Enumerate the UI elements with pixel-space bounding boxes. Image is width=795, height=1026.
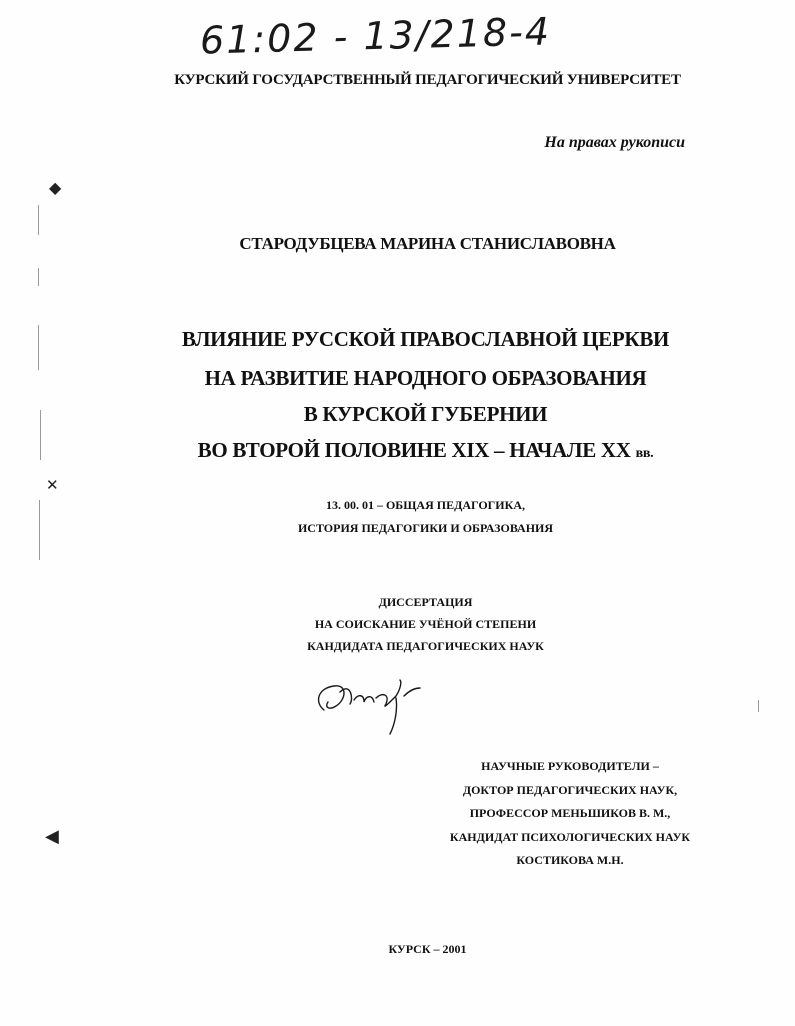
scan-artifact-icon: ✕ (46, 476, 59, 494)
university-name: КУРСКИЙ ГОСУДАРСТВЕННЫЙ ПЕДАГОГИЧЕСКИЙ УНИВЕРСИТЕТ (174, 72, 681, 88)
supervisor-line-3: КАНДИДАТ ПСИХОЛОГИЧЕСКИХ НАУК (449, 829, 691, 844)
scan-artifact-icon: ◆ (49, 178, 62, 197)
supervisor-line-4: КОСТИКОВА М.Н. (516, 853, 624, 867)
scan-artifact-line (38, 268, 39, 286)
supervisor-line-1: ДОКТОР ПЕДАГОГИЧЕСКИХ НАУК, (462, 782, 678, 797)
archive-code-handwritten: 61:02 - 13/218-4 (199, 9, 552, 63)
title-line-3: В КУРСКОЙ ГУБЕРНИИ (303, 402, 548, 426)
title-line-4-suffix: вв. (635, 446, 654, 461)
specialty-line-2: ИСТОРИЯ ПЕДАГОГИКИ И ОБРАЗОВАНИЯ (297, 521, 554, 535)
rights-note: На правах рукописи (544, 134, 685, 151)
title-line-1: ВЛИЯНИЕ РУССКОЙ ПРАВОСЛАВНОЙ ЦЕРКВИ (181, 327, 670, 351)
supervisors-heading: НАУЧНЫЕ РУКОВОДИТЕЛИ – (481, 759, 659, 773)
supervisors-block (440, 755, 700, 873)
author-name: СТАРОДУБЦЕВА МАРИНА СТАНИСЛАВОВНА (239, 234, 616, 253)
supervisor-line-2: ПРОФЕССОР МЕНЬШИКОВ В. М., (469, 806, 671, 820)
handwritten-signature-icon (310, 672, 450, 742)
scan-artifact-line (38, 205, 39, 235)
scan-artifact-line (758, 700, 759, 712)
title-line-2: НА РАЗВИТИЕ НАРОДНОГО ОБРАЗОВАНИЯ (204, 366, 647, 390)
dissertation-line-3: КАНДИДАТА ПЕДАГОГИЧЕСКИХ НАУК (307, 639, 544, 653)
city-year: КУРСК – 2001 (388, 942, 467, 956)
specialty-line-1: 13. 00. 01 – ОБЩАЯ ПЕДАГОГИКА, (325, 498, 526, 512)
dissertation-line-1: ДИССЕРТАЦИЯ (378, 595, 473, 609)
dissertation-line-2: НА СОИСКАНИЕ УЧЁНОЙ СТЕПЕНИ (314, 617, 537, 631)
title-line-4-main: ВО ВТОРОЙ ПОЛОВИНЕ XIX – НАЧАЛЕ XX (197, 438, 631, 462)
scan-artifact-icon: ◀ (45, 826, 59, 847)
title-line-4 (28, 438, 795, 463)
